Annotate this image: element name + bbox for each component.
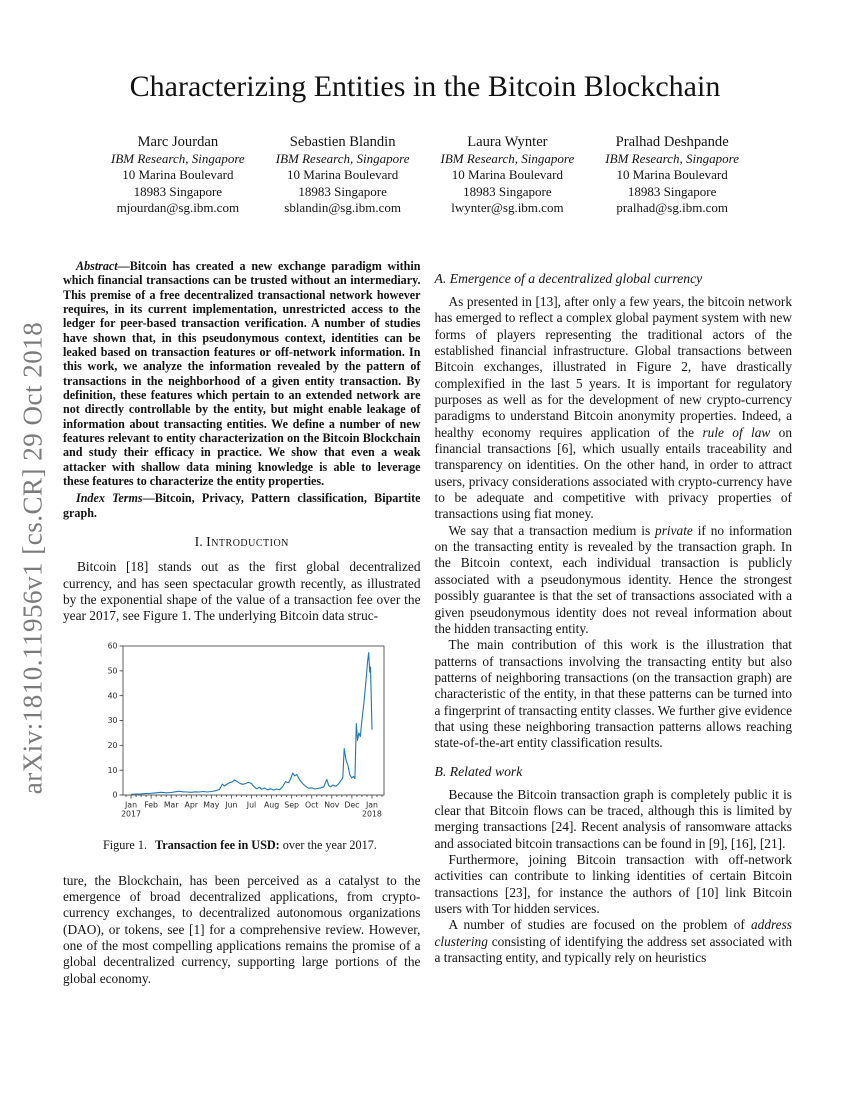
svg-text:May: May <box>203 800 220 810</box>
two-column-body <box>0 259 850 987</box>
intro-paragraph: Bitcoin [18] stands out as the first global decentralized currency, and has seen spectacular growth recently, as illustrated by the exponential shape of the value of a transaction fee over the year 2017, see Figure 1. The underlying Bitcoin data struc- <box>63 559 421 624</box>
paper-title: Characterizing Entities in the Bitcoin Blockchain <box>129 70 721 103</box>
svg-text:Sep: Sep <box>284 800 299 810</box>
figure-caption-label: Figure 1. <box>103 837 148 852</box>
author-affiliation: IBM Research, Singapore <box>111 150 245 166</box>
index-terms-text: —Bitcoin, Privacy, Pattern classification, Bipartite graph. <box>63 491 421 520</box>
subsection-title: Related work <box>449 763 523 779</box>
transaction-fee-chart <box>97 639 393 825</box>
author-email: sblandin@sg.ibm.com <box>284 200 401 216</box>
figure-1 <box>97 639 393 825</box>
svg-text:Jan: Jan <box>365 800 378 810</box>
svg-text:50: 50 <box>107 666 118 676</box>
author-address: 18983 Singapore <box>627 183 717 199</box>
index-terms-lead: Index Terms <box>76 491 143 506</box>
section-number: I. <box>194 534 203 550</box>
svg-text:Jan: Jan <box>125 800 138 810</box>
author-address: 18983 Singapore <box>298 183 387 199</box>
svg-text:10: 10 <box>107 765 118 775</box>
subsection-heading-a <box>435 271 793 287</box>
svg-text:40: 40 <box>107 690 118 700</box>
author-name: Pralhad Deshpande <box>615 134 729 150</box>
svg-text:0: 0 <box>112 790 118 800</box>
paragraph-b2: Furthermore, joining Bitcoin transaction with off-network activities can contribute to linking identities of certain Bitcoin transactions [23], for instance the authors of [10] link Bitcoin users with Tor hidden services. <box>434 851 792 916</box>
author-address: 18983 Singapore <box>463 183 552 199</box>
author-email: mjourdan@sg.ibm.com <box>116 200 240 216</box>
svg-text:2018: 2018 <box>362 809 382 819</box>
author-address: 10 Marina Boulevard <box>451 167 563 183</box>
figure-caption-title: Transaction fee in USD: <box>155 837 280 852</box>
author-email: lwynter@sg.ibm.com <box>451 200 564 216</box>
author-name: Marc Jourdan <box>137 134 219 150</box>
section-heading-introduction <box>63 534 421 550</box>
svg-text:Jul: Jul <box>246 800 257 810</box>
author-name: Sebastien Blandin <box>289 134 396 150</box>
svg-text:Aug: Aug <box>263 800 280 810</box>
svg-text:Oct: Oct <box>304 800 319 810</box>
svg-text:Apr: Apr <box>184 800 199 810</box>
subsection-label: A. <box>434 270 447 286</box>
svg-text:Feb: Feb <box>144 800 159 810</box>
author-address: 18983 Singapore <box>133 183 223 199</box>
right-column <box>435 259 793 987</box>
section-title: Introduction <box>206 534 289 550</box>
subsection-heading-b <box>435 764 793 780</box>
abstract <box>63 259 421 489</box>
figure-caption-rest: over the year 2017. <box>279 837 377 852</box>
author-block <box>111 134 739 217</box>
author-name: Laura Wynter <box>467 134 548 150</box>
svg-text:30: 30 <box>107 715 118 725</box>
author-affiliation: IBM Research, Singapore <box>440 150 575 166</box>
svg-text:20: 20 <box>107 740 118 750</box>
author-address: 10 Marina Boulevard <box>616 167 728 183</box>
svg-text:60: 60 <box>107 641 118 651</box>
svg-text:Mar: Mar <box>163 800 179 810</box>
author-affiliation: IBM Research, Singapore <box>275 150 410 166</box>
svg-text:Dec: Dec <box>344 800 360 810</box>
paragraph-b3: A number of studies are focused on the problem of address clustering consisting of identifying the address set associated with a transacting entity, and typically rely on heuristics <box>434 917 792 966</box>
subsection-label: B. <box>434 763 447 779</box>
author-email: pralhad@sg.ibm.com <box>616 200 728 216</box>
author-address: 10 Marina Boulevard <box>287 167 399 183</box>
arxiv-watermark: arXiv:1810.11956v1 [cs.CR] 29 Oct 2018 <box>17 321 48 795</box>
chart-line-transaction-fee <box>131 652 372 794</box>
paragraph-a3: The main contribution of this work is the illustration that patterns of transactions involving the transacting entity but also patterns of neighboring transactions (on the transaction graph) are characteristic of the entity, in that these patterns can be turned into a fingerprint of transacting entity classes. We further give evidence that using these neighboring transaction patterns allows reaching state-of-the-art entity classification results. <box>434 637 792 751</box>
paragraph-a2: We say that a transaction medium is private if no information on the transacting entity is revealed by the transaction graph. In the Bitcoin context, each individual transaction is publicly associated with a pseudonymous identity. Hence the strongest possibly guarantee is that the set of transactions associated with a given pseudonymous identity does not reveal information about the hidden transacting entity. <box>434 522 792 636</box>
author-4 <box>605 134 739 217</box>
intro-paragraph-continued: ture, the Blockchain, has been perceived as a catalyst to the emergence of broad decentralized applications, from crypto-currency exchanges, to decentralized autonomous organizations (DAO), or tokens, see [1] for a comprehensive review. However, one of the most compelling applications remains the promise of a global decentralized currency, supporting large portions of the global economy. <box>63 872 421 986</box>
author-address: 10 Marina Boulevard <box>122 167 234 183</box>
figure-caption <box>103 838 421 853</box>
paragraph-b1: Because the Bitcoin transaction graph is completely public it is clear that Bitcoin flows can be traced, although this is limited by merging transactions [24]. Recent analysis of ransomware attacks and associated bitcoin transactions can be found in [9], [16], [21]. <box>434 786 792 851</box>
abstract-text: —Bitcoin has created a new exchange paradigm within which financial transactions can be trusted without an intermediary. This premise of a free decentralized transactional network however requires, in its current implementation, unrestricted access to the ledger for peer-based transaction verification. A number of studies have shown that, in this pseudonymous context, identities can be leaked based on transaction features or off-network information. In this work, we analyze the information revealed by the pattern of transactions in the neighborhood of a given entity transaction. By definition, these features which pertain to an extended network are not directly controllable by the entity, but might enable leakage of information about transacting entities. We define a number of new features relevant to entity characterization on the Bitcoin Blockchain and study their efficacy in practice. We show that even a weak attacker with shallow data mining knowledge is able to leverage these features to characterize the entity properties. <box>63 258 421 489</box>
author-1 <box>111 134 245 217</box>
paragraph-a1: As presented in [13], after only a few years, the bitcoin network has emerged to reflect a complex global payment system with new forms of players representing the traditional actors of the established financial infrastructure. Global transactions between Bitcoin exchanges, illustrated in Figure 2, have drastically complexified in the last 5 years. It is important for regulatory purposes as well as for the development of new crypto-currency paradigms to understand Bitcoin anonymity properties. Indeed, a healthy economy requires application of the rule of law on financial transactions [6], which usually entails traceability and transparency on identities. On the other hand, in order to attract users, privacy considerations associated with crypto-currency have to be adequate and competitive with privacy properties of transactions using fiat money. <box>434 293 793 522</box>
author-2 <box>276 134 410 217</box>
abstract-lead: Abstract <box>76 258 118 273</box>
subsection-title: Emergence of a decentralized global currency <box>449 270 703 286</box>
left-column <box>63 259 421 987</box>
title-block <box>0 0 850 217</box>
svg-text:2017: 2017 <box>121 809 141 819</box>
svg-text:Nov: Nov <box>324 800 340 810</box>
svg-text:Jun: Jun <box>225 800 238 810</box>
author-3 <box>441 134 575 217</box>
index-terms <box>63 491 421 520</box>
author-affiliation: IBM Research, Singapore <box>605 150 739 166</box>
